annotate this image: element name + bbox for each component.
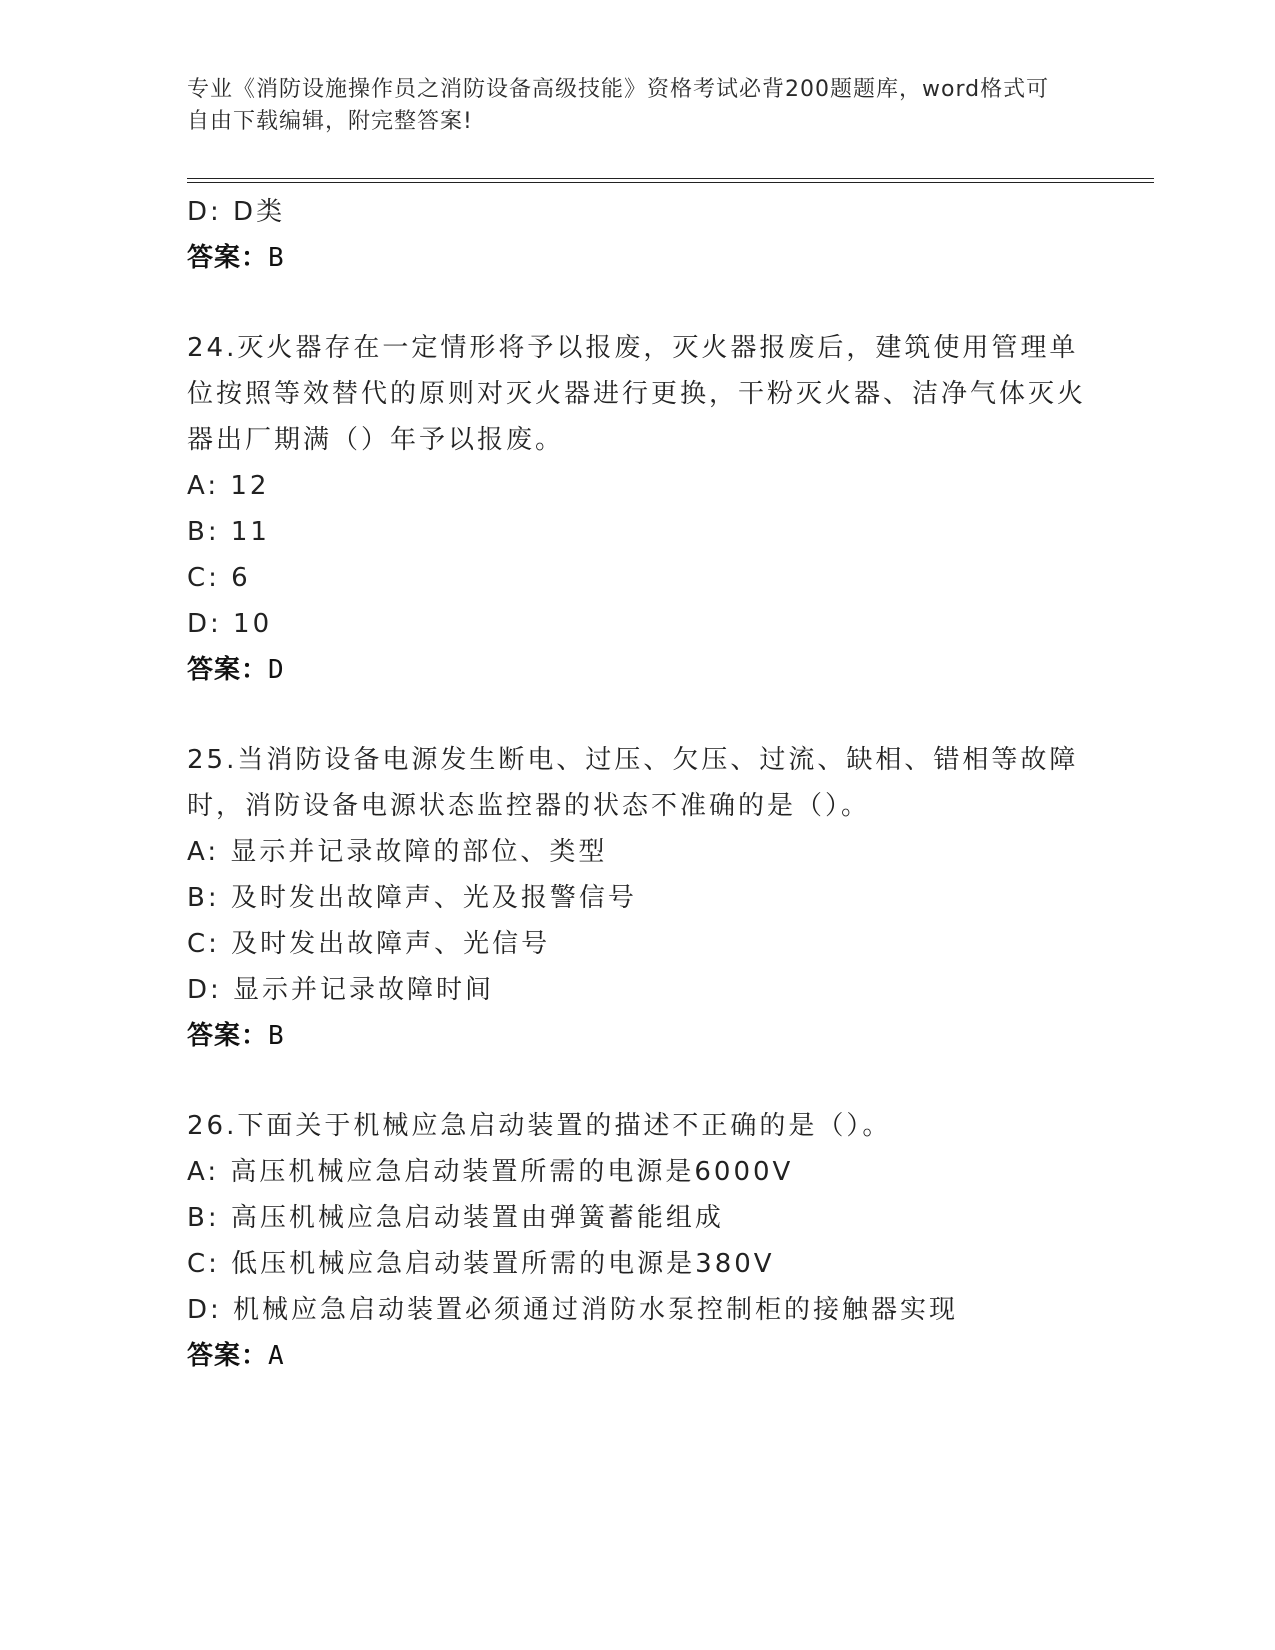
option-item: A: 12 (187, 471, 270, 501)
option-item: D: 10 (187, 609, 273, 639)
answer-value: B (268, 1021, 285, 1051)
option-item: A: 高压机械应急启动装置所需的电源是6000V (187, 1157, 794, 1187)
answer-label: 答案： (187, 655, 269, 685)
option-item: A: 显示并记录故障的部位、类型 (187, 837, 608, 867)
question-text: 24.灭火器存在一定情形将予以报废，灭火器报废后，建筑使用管理单位按照等效替代的原则对灭火器进行更换，干粉灭火器、洁净气体灭火器出厂期满（）年予以报废。 (187, 333, 1087, 455)
option-item: D: 显示并记录故障时间 (187, 975, 495, 1005)
question-list (187, 189, 1087, 1379)
option-item: C: 6 (187, 563, 251, 593)
question-block (187, 325, 1087, 693)
answer-label: 答案： (187, 243, 269, 273)
option-item: C: 及时发出故障声、光信号 (187, 929, 551, 959)
answer-line (187, 1013, 1087, 1059)
option-item: B: 11 (187, 517, 270, 547)
question-text: 26.下面关于机械应急启动装置的描述不正确的是（）。 (187, 1111, 892, 1141)
header-divider (187, 178, 1154, 183)
answer-label: 答案： (187, 1341, 269, 1371)
option-item: D: 机械应急启动装置必须通过消防水泵控制柜的接触器实现 (187, 1295, 959, 1325)
answer-value: D (268, 655, 285, 685)
answer-line (187, 647, 1087, 693)
question-block (187, 737, 1087, 1059)
page-header: 专业《消防设施操作员之消防设备高级技能》资格考试必背200题题库，word格式可自由下载编辑，附完整答案! (187, 77, 1050, 134)
answer-label: 答案： (187, 1021, 269, 1051)
option-item: D: D类 (187, 197, 286, 227)
answer-line (187, 1333, 1087, 1379)
option-item: B: 高压机械应急启动装置由弹簧蓄能组成 (187, 1203, 724, 1233)
answer-line (187, 235, 1087, 281)
option-item: B: 及时发出故障声、光及报警信号 (187, 883, 637, 913)
question-text: 25.当消防设备电源发生断电、过压、欠压、过流、缺相、错相等故障时，消防设备电源状态监控器的状态不准确的是（）。 (187, 745, 1079, 821)
question-block (187, 1103, 1087, 1379)
answer-value: B (268, 243, 285, 273)
answer-value: A (268, 1341, 285, 1371)
option-item: C: 低压机械应急启动装置所需的电源是380V (187, 1249, 775, 1279)
